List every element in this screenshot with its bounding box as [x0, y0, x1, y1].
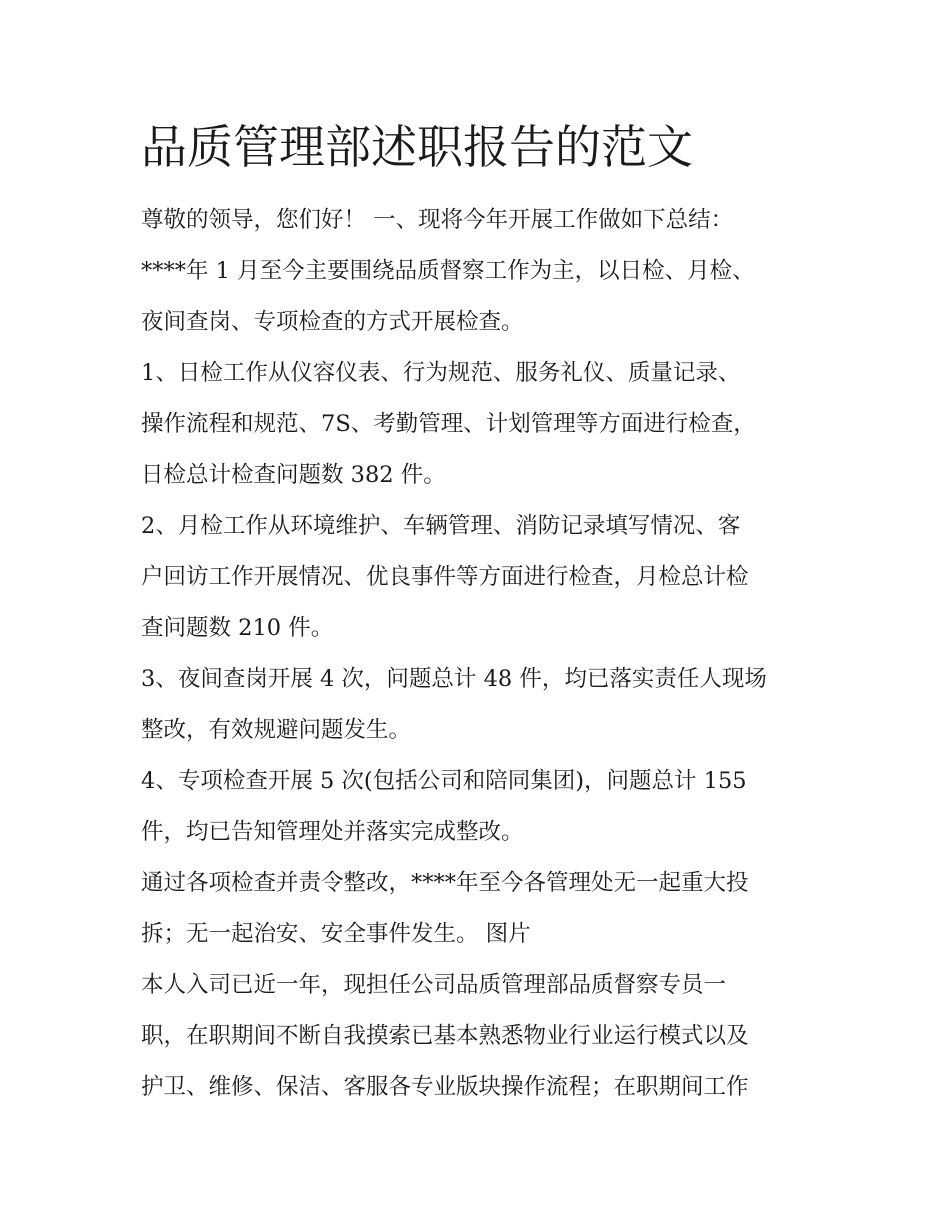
- body-line: 查问题数 210 件。: [141, 615, 334, 641]
- body-line: 本人入司已近一年，现担任公司品质管理部品质督察专员一: [141, 972, 727, 998]
- body-line: 3、夜间查岗开展 4 次，问题总计 48 件，均已落实责任人现场: [141, 666, 767, 692]
- body-line: 操作流程和规范、7S、考勤管理、计划管理等方面进行检查，: [141, 411, 756, 437]
- body-line: 1、日检工作从仪容仪表、行为规范、服务礼仪、质量记录、: [141, 360, 741, 386]
- body-line: 2、月检工作从环境维护、车辆管理、消防记录填写情况、客: [141, 513, 741, 539]
- body-line: 日检总计检查问题数 382 件。: [141, 462, 446, 488]
- document-body: [141, 195, 831, 1113]
- body-line: 护卫、维修、保洁、客服各专业版块操作流程；在职期间工作: [141, 1074, 749, 1100]
- document-title: 品质管理部述职报告的范文: [141, 120, 693, 174]
- body-line: 4、专项检查开展 5 次(包括公司和陪同集团)，问题总计 155: [141, 768, 747, 794]
- body-line: 职，在职期间不断自我摸索已基本熟悉物业行业运行模式以及: [141, 1023, 749, 1049]
- body-line: 通过各项检查并责令整改，****年至今各管理处无一起重大投: [141, 870, 749, 896]
- body-line: 户回访工作开展情况、优良事件等方面进行检查，月检总计检: [141, 564, 749, 590]
- body-line: 拆；无一起治安、安全事件发生。 图片: [141, 921, 531, 947]
- body-line: 件，均已告知管理处并落实完成整改。: [141, 819, 524, 845]
- body-line: 夜间查岗、专项检查的方式开展检查。: [141, 309, 524, 335]
- body-line: 尊敬的领导，您们好！ 一、现将今年开展工作做如下总结：: [141, 207, 734, 233]
- body-line: 整改，有效规避问题发生。: [141, 717, 412, 743]
- body-line: ****年 1 月至今主要围绕品质督察工作为主，以日检、月检、: [141, 258, 755, 284]
